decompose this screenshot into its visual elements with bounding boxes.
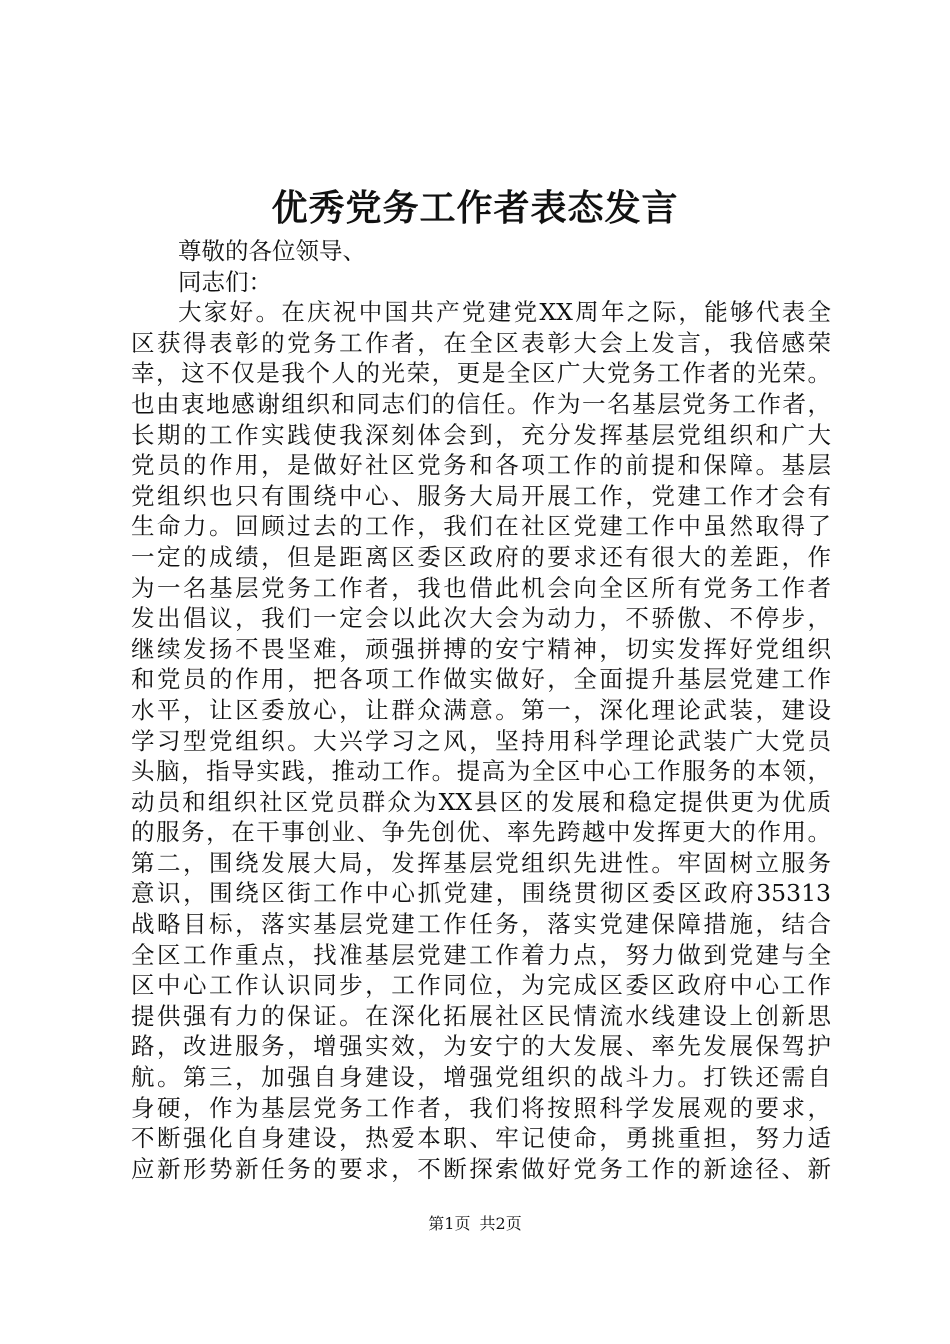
body-line: 不断强化自身建设，热爱本职、牢记使命，勇挑重担，努力适 [131,1124,831,1153]
salutation-line: 同志们： [178,267,272,296]
body-line: 提供强有力的保证。在深化拓展社区民情流水线建设上创新思 [131,1001,831,1030]
body-line: 长期的工作实践使我深刻体会到，充分发挥基层党组织和广大 [131,420,831,449]
body-line: 继续发扬不畏坚难，顽强拼搏的安宁精神，切实发挥好党组织 [131,634,831,663]
body-line: 党员的作用，是做好社区党务和各项工作的前提和保障。基层 [131,451,831,480]
body-line: 幸，这不仅是我个人的光荣，更是全区广大党务工作者的光荣。 [131,359,831,388]
body-line: 党组织也只有围绕中心、服务大局开展工作，党建工作才会有 [131,481,831,510]
body-line: 的服务，在干事创业、争先创优、率先跨越中发挥更大的作用。 [131,818,831,847]
body-line: 也由衷地感谢组织和同志们的信任。作为一名基层党务工作者， [131,389,831,418]
body-line: 航。第三，加强自身建设，增强党组织的战斗力。打铁还需自 [131,1063,831,1092]
body-line: 身硬，作为基层党务工作者，我们将按照科学发展观的要求， [131,1093,831,1122]
page-footer [0,1212,950,1236]
body-line: 路，改进服务，增强实效，为安宁的大发展、率先发展保驾护 [131,1032,831,1061]
body-line: 全区工作重点，找准基层党建工作着力点，努力做到党建与全 [131,940,831,969]
body-line: 为一名基层党务工作者，我也借此机会向全区所有党务工作者 [131,573,831,602]
body-line: 第二，围绕发展大局，发挥基层党组织先进性。牢固树立服务 [131,848,831,877]
page-number-current: 第1页 [428,1214,471,1233]
body-line: 大家好。在庆祝中国共产党建党XX周年之际，能够代表全 [178,298,831,327]
body-line: 头脑，指导实践，推动工作。提高为全区中心工作服务的本领， [131,757,831,786]
document-title: 优秀党务工作者表态发言 [271,187,679,229]
body-line: 生命力。回顾过去的工作，我们在社区党建工作中虽然取得了 [131,512,831,541]
body-line: 意识，围绕区街工作中心抓党建，围绕贯彻区委区政府35313 [131,879,831,908]
body-line: 动员和组织社区党员群众为XX县区的发展和稳定提供更为优质 [131,787,831,816]
body-line: 区中心工作认识同步，工作同位，为完成区委区政府中心工作 [131,971,831,1000]
salutation-line: 尊敬的各位领导、 [178,237,366,265]
body-line: 学习型党组织。大兴学习之风，坚持用科学理论武装广大党员 [131,726,831,755]
body-line: 区获得表彰的党务工作者，在全区表彰大会上发言，我倍感荣 [131,328,831,357]
body-line: 发出倡议，我们一定会以此次大会为动力，不骄傲、不停步， [131,604,831,633]
body-line: 水平，让区委放心，让群众满意。第一，深化理论武装，建设 [131,695,831,724]
body-line: 和党员的作用，把各项工作做实做好，全面提升基层党建工作 [131,665,831,694]
body-line: 一定的成绩，但是距离区委区政府的要求还有很大的差距，作 [131,542,831,571]
document-body [131,236,831,1184]
page-number-total: 共2页 [479,1214,522,1233]
body-line: 应新形势新任务的要求，不断探索做好党务工作的新途径、新 [131,1154,831,1183]
body-line: 战略目标，落实基层党建工作任务，落实党建保障措施，结合 [131,910,831,939]
